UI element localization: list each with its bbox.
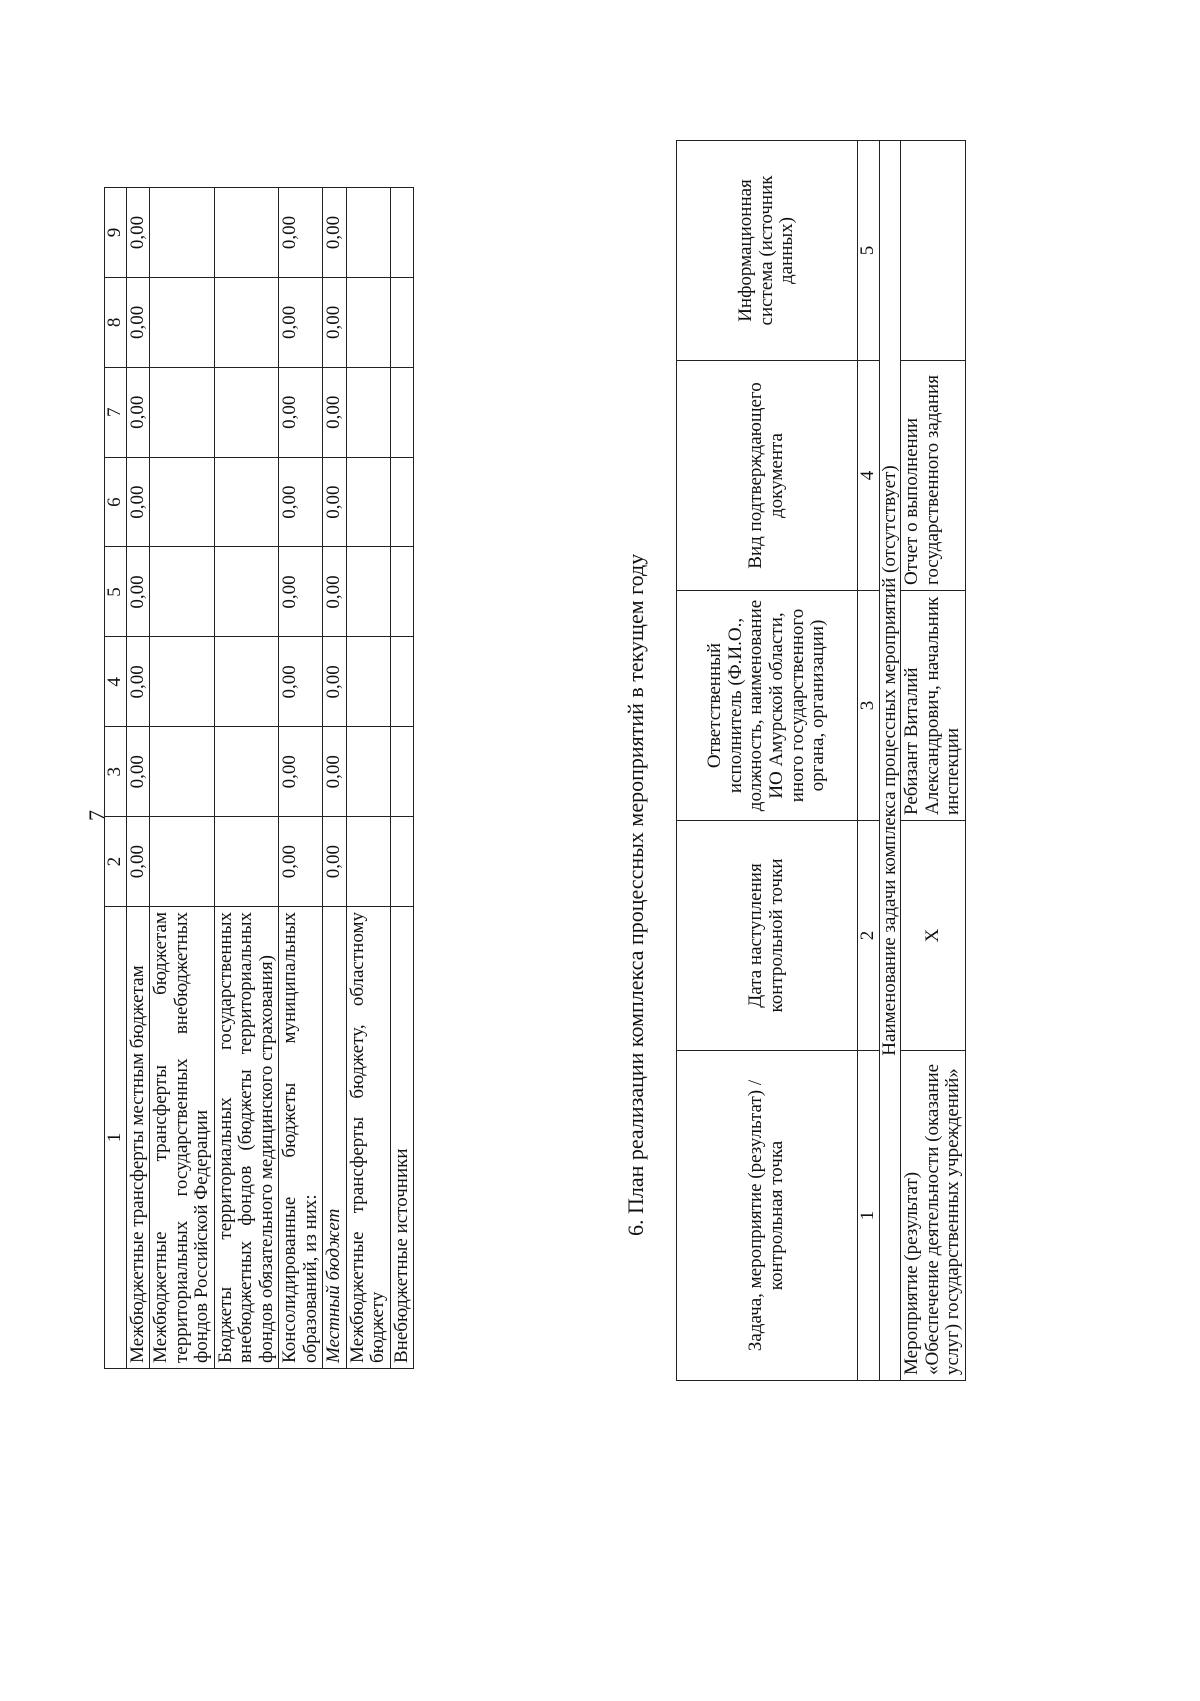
- col-number: 1: [858, 1051, 880, 1381]
- budget-row: [390, 188, 414, 1369]
- budget-row: [214, 188, 279, 1369]
- budget-cell: [214, 188, 279, 278]
- header-system: Информационная система (источник данных): [677, 141, 858, 361]
- budget-cell: 0,00: [126, 277, 150, 367]
- budget-cell: 0,00: [279, 188, 323, 278]
- header-document: Вид подтверждающего документа: [677, 361, 858, 591]
- budget-cell: 0,00: [323, 547, 347, 637]
- budget-cell: [150, 727, 215, 817]
- task-row: [879, 141, 901, 1381]
- budget-cell: [214, 637, 279, 727]
- plan-table-number-row: [858, 141, 880, 1381]
- task-name: Наименование задачи комплекса процессных мероприятий (отсутствует): [879, 141, 901, 1381]
- budget-cell: 0,00: [279, 277, 323, 367]
- budget-cell: 0,00: [126, 547, 150, 637]
- col-number: 7: [105, 367, 127, 457]
- budget-cell: 0,00: [279, 547, 323, 637]
- budget-cell: 0,00: [323, 188, 347, 278]
- event-name: Мероприятие (результат) «Обеспечение деятельности (оказание услуг) государственных учреждений»: [901, 1051, 966, 1381]
- budget-cell: 0,00: [126, 817, 150, 907]
- budget-cell: 0,00: [126, 367, 150, 457]
- budget-cell: [346, 188, 390, 278]
- col-number: 2: [858, 821, 880, 1051]
- budget-row-label: Местный бюджет: [323, 907, 347, 1369]
- budget-cell: [390, 817, 414, 907]
- budget-row-label: Консолидированные бюджеты муниципальных образований, из них:: [279, 907, 323, 1369]
- budget-cell: [346, 637, 390, 727]
- budget-cell: [150, 367, 215, 457]
- event-date: X: [901, 821, 966, 1051]
- budget-cell: [390, 457, 414, 547]
- budget-cell: [150, 547, 215, 637]
- budget-cell: 0,00: [279, 817, 323, 907]
- budget-cell: [214, 547, 279, 637]
- budget-cell: 0,00: [126, 457, 150, 547]
- col-number: 6: [105, 457, 127, 547]
- budget-row: [323, 188, 347, 1369]
- event-system: [901, 141, 966, 361]
- budget-cell: [390, 277, 414, 367]
- budget-table: [104, 187, 414, 1369]
- budget-cell: 0,00: [323, 817, 347, 907]
- budget-cell: [390, 367, 414, 457]
- header-date: Дата наступления контрольной точки: [677, 821, 858, 1051]
- event-document: Отчет о выполнении государственного задания: [901, 361, 966, 591]
- budget-cell: [150, 817, 215, 907]
- budget-cell: [214, 277, 279, 367]
- budget-cell: [150, 277, 215, 367]
- budget-row: [150, 188, 215, 1369]
- budget-row-label: Межбюджетные трансферты бюджету, областному бюджету: [346, 907, 390, 1369]
- plan-table-header-row: [677, 141, 858, 1381]
- budget-cell: 0,00: [323, 277, 347, 367]
- budget-cell: 0,00: [126, 727, 150, 817]
- budget-cell: [214, 367, 279, 457]
- col-number: 4: [858, 361, 880, 591]
- col-number: 9: [105, 188, 127, 278]
- col-number: 5: [858, 141, 880, 361]
- plan-table: [676, 140, 966, 1381]
- budget-cell: [346, 817, 390, 907]
- page-number: 7: [84, 810, 109, 821]
- budget-row-label: Межбюджетные трансферты бюджетам территориальных государственных внебюджетных фондов Российской Федерации: [150, 907, 215, 1369]
- budget-cell: 0,00: [279, 367, 323, 457]
- budget-cell: 0,00: [279, 637, 323, 727]
- header-executor: Ответственный исполнитель (Ф.И.О., должность, наименование ИО Амурской области, иного государственного органа, организации): [677, 591, 858, 821]
- plan-row: [901, 141, 966, 1381]
- budget-cell: 0,00: [126, 637, 150, 727]
- budget-cell: [214, 817, 279, 907]
- budget-cell: 0,00: [323, 637, 347, 727]
- budget-cell: 0,00: [126, 188, 150, 278]
- col-number: 4: [105, 637, 127, 727]
- budget-cell: [346, 457, 390, 547]
- budget-row: [346, 188, 390, 1369]
- budget-cell: [346, 367, 390, 457]
- col-number: 5: [105, 547, 127, 637]
- budget-cell: [150, 457, 215, 547]
- header-task: Задача, мероприятие (результат) / контрольная точка: [677, 1051, 858, 1381]
- budget-cell: 0,00: [323, 457, 347, 547]
- budget-cell: [390, 727, 414, 817]
- budget-cell: [150, 188, 215, 278]
- budget-cell: [346, 547, 390, 637]
- col-number: 3: [858, 591, 880, 821]
- budget-cell: [150, 637, 215, 727]
- budget-cell: 0,00: [279, 727, 323, 817]
- budget-cell: 0,00: [323, 367, 347, 457]
- budget-row: [126, 188, 150, 1369]
- budget-row-label: Межбюджетные трансферты местным бюджетам: [126, 907, 150, 1369]
- section-title: 6. План реализации комплекса процессных мероприятий в текущем году: [623, 553, 648, 1236]
- event-executor: Ребизант Виталий Александрович, начальник инспекции: [901, 591, 966, 821]
- col-number: 3: [105, 727, 127, 817]
- budget-cell: [214, 727, 279, 817]
- col-number: 8: [105, 277, 127, 367]
- budget-row-label: Внебюджетные источники: [390, 907, 414, 1369]
- col-number: 2: [105, 817, 127, 907]
- budget-cell: [390, 637, 414, 727]
- budget-cell: [346, 727, 390, 817]
- budget-table-header-row: [105, 188, 127, 1369]
- budget-cell: 0,00: [279, 457, 323, 547]
- budget-cell: [390, 188, 414, 278]
- budget-row: [279, 188, 323, 1369]
- budget-row-label: Бюджеты территориальных государственных внебюджетных фондов (бюджеты территориальных фондов обязательного медицинского страхования): [214, 907, 279, 1369]
- budget-cell: [214, 457, 279, 547]
- budget-cell: 0,00: [323, 727, 347, 817]
- col-number: 1: [105, 907, 127, 1369]
- budget-cell: [346, 277, 390, 367]
- budget-cell: [390, 547, 414, 637]
